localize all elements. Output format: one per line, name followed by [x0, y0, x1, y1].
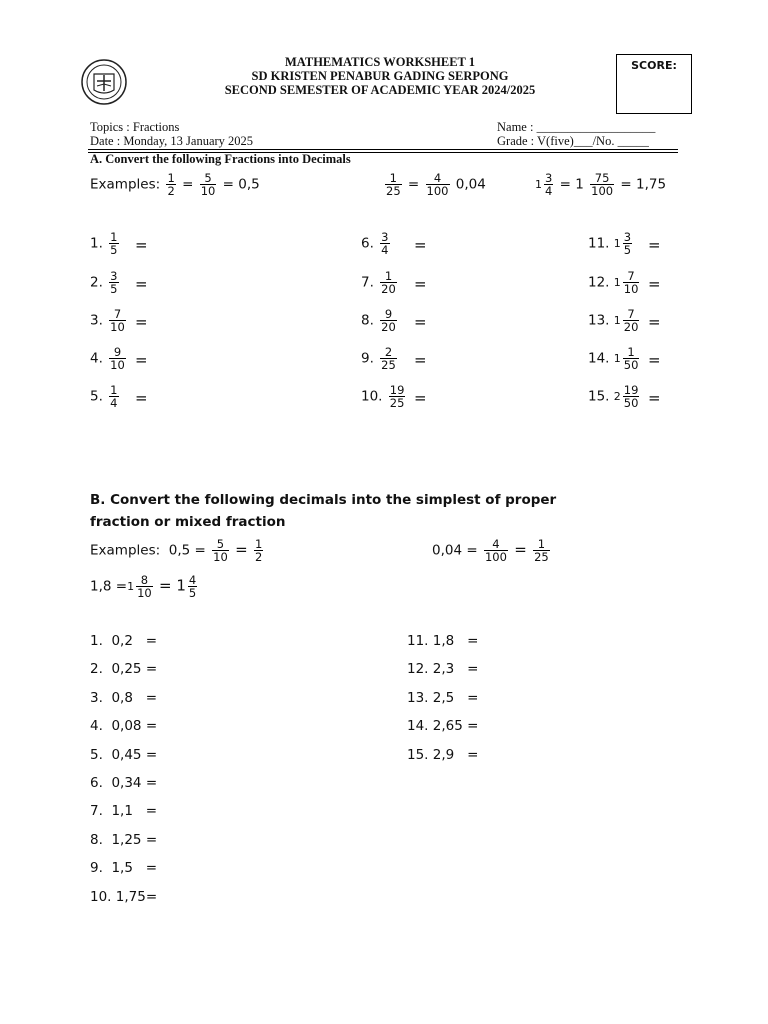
- fraction: $\frac{3}{5}$: [110, 269, 118, 296]
- school-name: SD KRISTEN PENABUR GADING SERPONG: [251, 69, 509, 83]
- fraction-item: [588, 384, 641, 409]
- answer-equals[interactable]: =: [648, 389, 661, 407]
- score-label: SCORE:: [631, 59, 677, 72]
- answer-equals[interactable]: =: [648, 236, 661, 254]
- date-line: Date : Monday, 13 January 2025: [90, 134, 254, 148]
- name-field[interactable]: Name : ___________________: [497, 120, 656, 134]
- answer-equals[interactable]: =: [648, 313, 661, 331]
- fraction: $\frac{7}{10}$: [110, 307, 125, 334]
- decimal-item[interactable]: 1. 0,2 =: [90, 633, 158, 649]
- fraction: $\frac{9}{20}$: [381, 307, 396, 334]
- item-number: 9.: [361, 350, 379, 367]
- answer-equals[interactable]: =: [414, 275, 427, 293]
- fraction-item: [588, 308, 641, 333]
- fraction: $\frac{1}{5}$: [110, 230, 118, 257]
- whole-number: 1: [613, 314, 621, 327]
- whole-number: 2: [613, 390, 621, 403]
- fraction-item: [90, 384, 121, 409]
- item-number: 3.: [90, 312, 108, 329]
- decimal-item[interactable]: 14. 2,65 =: [407, 718, 479, 735]
- item-number: 1.: [90, 235, 108, 252]
- answer-equals[interactable]: =: [414, 313, 427, 331]
- decimal-item[interactable]: 11. 1,8 =: [407, 633, 479, 649]
- fraction: $\frac{19}{25}$: [389, 383, 405, 410]
- answer-equals[interactable]: =: [135, 313, 148, 331]
- answer-equals[interactable]: =: [135, 236, 148, 254]
- section-b-example-3: 1,8 =1 $\frac{8}{10}$ = 1 $\frac{4}{5}$: [90, 573, 197, 600]
- item-number: 7.: [361, 274, 379, 291]
- answer-equals[interactable]: =: [648, 351, 661, 369]
- fraction-item: [90, 308, 128, 333]
- decimal-item[interactable]: 2. 0,25 =: [90, 661, 158, 678]
- fraction: $\frac{3}{5}$: [623, 230, 632, 257]
- answer-equals[interactable]: =: [414, 236, 427, 254]
- grade-field[interactable]: Grade : V(five)___/No. _____: [497, 134, 649, 148]
- item-number: 15.: [588, 388, 614, 405]
- fraction-item: [588, 346, 641, 371]
- fraction-item: [361, 346, 399, 371]
- item-number: 10.: [361, 388, 387, 405]
- item-number: 13.: [588, 312, 614, 329]
- fraction: $\frac{1}{20}$: [381, 269, 396, 296]
- section-b-title-1: B. Convert the following decimals into the simplest of proper: [90, 492, 557, 508]
- section-a-example-1: Examples: $\frac{1}{2}$ = $\frac{5}{10}$ = 0,5: [90, 171, 260, 198]
- decimal-item[interactable]: 8. 1,25 =: [90, 831, 158, 848]
- fraction-item: [588, 270, 641, 295]
- item-number: 6.: [361, 235, 379, 252]
- decimal-item[interactable]: 12. 2,3 =: [407, 661, 479, 678]
- decimal-item[interactable]: 9. 1,5 =: [90, 860, 158, 877]
- item-number: 14.: [588, 350, 614, 367]
- fraction-item: [90, 270, 121, 295]
- section-b-example-2: 0,04 = $\frac{4}{100}$ = $\frac{1}{25}$: [432, 537, 549, 564]
- fraction-item: [361, 308, 399, 333]
- section-a-example-2: $\frac{1}{25}$ = $\frac{4}{100}$ 0,04: [386, 171, 486, 198]
- answer-equals[interactable]: =: [414, 351, 427, 369]
- item-number: 11.: [588, 235, 614, 252]
- item-number: 2.: [90, 274, 108, 291]
- section-a-title: A. Convert the following Fractions into Decimals: [90, 152, 351, 166]
- decimal-item[interactable]: 15. 2,9 =: [407, 746, 479, 763]
- item-number: 8.: [361, 312, 379, 329]
- answer-equals[interactable]: =: [648, 275, 661, 293]
- fraction: $\frac{3}{4}$: [381, 230, 389, 257]
- divider-top: [88, 149, 678, 150]
- semester-title: SECOND SEMESTER OF ACADEMIC YEAR 2024/2025: [224, 83, 536, 97]
- score-box: [616, 54, 692, 114]
- answer-equals[interactable]: =: [414, 389, 427, 407]
- worksheet-title: MATHEMATICS WORKSHEET 1: [284, 55, 476, 69]
- fraction-item: [361, 384, 407, 409]
- item-number: 12.: [588, 274, 614, 291]
- whole-number: 1: [613, 237, 621, 250]
- fraction-item: [90, 231, 121, 256]
- answer-equals[interactable]: =: [135, 351, 148, 369]
- answer-equals[interactable]: =: [135, 389, 148, 407]
- fraction: $\frac{19}{50}$: [623, 383, 639, 410]
- fraction: $\frac{7}{10}$: [623, 269, 639, 296]
- decimal-item[interactable]: 5. 0,45 =: [90, 746, 158, 763]
- section-b-title-2: fraction or mixed fraction: [90, 514, 286, 530]
- fraction-item: [588, 231, 634, 256]
- fraction-item: [361, 270, 399, 295]
- whole-number: 1: [613, 276, 621, 289]
- fraction: $\frac{7}{20}$: [623, 307, 639, 334]
- decimal-item[interactable]: 7. 1,1 =: [90, 803, 158, 820]
- decimal-item[interactable]: 4. 0,08 =: [90, 718, 158, 735]
- section-b-example-1: Examples: 0,5 = $\frac{5}{10}$ = $\frac{1}{2}$: [90, 537, 263, 564]
- fraction-item: [361, 231, 392, 256]
- section-a-example-3: 1 $\frac{3}{4}$ = 1 $\frac{75}{100}$ = 1,75: [535, 171, 667, 198]
- topics-line: Topics : Fractions: [90, 120, 180, 134]
- whole-number: 1: [613, 352, 621, 365]
- fraction: $\frac{2}{25}$: [381, 345, 396, 372]
- fraction-item: [90, 346, 128, 371]
- decimal-item[interactable]: 10. 1,75=: [90, 888, 158, 905]
- school-logo: [80, 58, 128, 106]
- fraction: $\frac{1}{4}$: [110, 383, 118, 410]
- item-number: 4.: [90, 350, 108, 367]
- fraction: $\frac{1}{50}$: [623, 345, 639, 372]
- answer-equals[interactable]: =: [135, 275, 148, 293]
- fraction: $\frac{9}{10}$: [110, 345, 125, 372]
- decimal-item[interactable]: 13. 2,5 =: [407, 689, 479, 706]
- decimal-item[interactable]: 3. 0,8 =: [90, 689, 158, 706]
- item-number: 5.: [90, 388, 108, 405]
- decimal-item[interactable]: 6. 0,34 =: [90, 775, 158, 791]
